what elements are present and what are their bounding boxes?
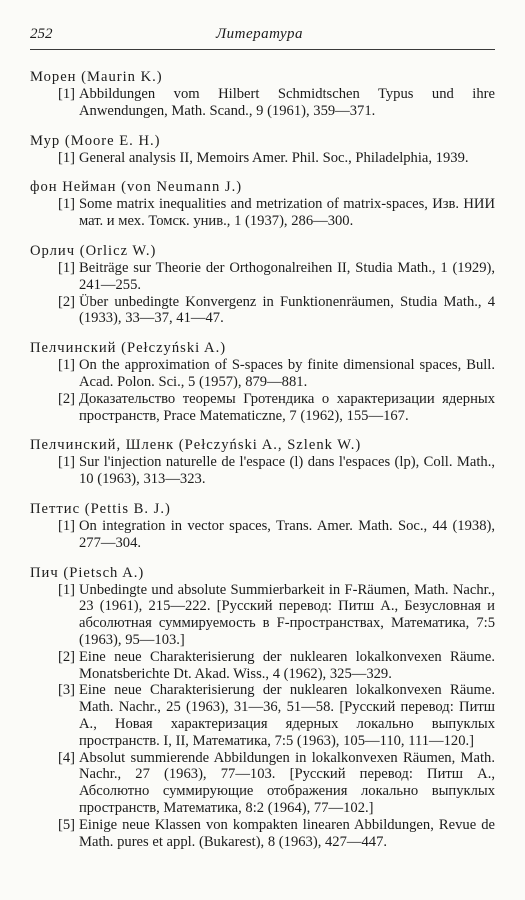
entry-number: [2] bbox=[58, 648, 76, 665]
reference-author: фон Нейман (von Neumann J.) bbox=[30, 179, 243, 196]
reference-entry bbox=[58, 357, 495, 391]
page-number: 252 bbox=[30, 26, 53, 42]
entry-number: [2] bbox=[58, 390, 76, 407]
reference-author: Петтис (Pettis B. J.) bbox=[30, 500, 171, 517]
entry-number: [3] bbox=[58, 682, 76, 699]
reference-author: Орлич (Orlicz W.) bbox=[30, 242, 157, 259]
reference-author: Мур (Moore E. H.) bbox=[30, 132, 161, 149]
reference-entry bbox=[58, 86, 495, 120]
entry-text: Einige neue Klassen von kompakten linearen Abbildungen, Revue de Math. pures et appl. (Bukarest), 8 (1963), 427—447. bbox=[79, 816, 495, 850]
reference-author: Пелчинский, Шленк (Pełczyński A., Szlenk W.) bbox=[30, 437, 362, 454]
entry-text: Eine neue Charakterisierung der nuklearen lokalkonvexen Räume. Math. Nachr., 25 (1963), 31—36, 51—58. [Русский перевод: Питш А., Новая характеризация ядерных локально выпуклых пространств. I, II, Математика, 7:5 (1963), 105—110, 111—120.] bbox=[79, 682, 495, 749]
entry-number: [1] bbox=[58, 86, 76, 102]
reference-entry bbox=[58, 817, 495, 851]
entry-number: [1] bbox=[58, 454, 76, 471]
entry-number: [1] bbox=[58, 357, 76, 374]
entry-text: Sur l'injection naturelle de l'espace (l) dans l'espaces (lp), Coll. Math., 10 (1963), 313—323. bbox=[79, 454, 495, 488]
entry-text: Absolut summierende Abbildungen in lokalkonvexen Räumen, Math. Nachr., 27 (1963), 77—103. [Русский перевод: Питш А., Абсолютно суммирующие отображения локально выпуклых пространств, Математика, 8:2 (1964), 77—102.] bbox=[79, 749, 495, 816]
entry-number: [1] bbox=[58, 196, 76, 213]
entry-text: Some matrix inequalities and metrization of matrix-spaces, Изв. НИИ мат. и мех. Томск. унив., 1 (1937), 286—300. bbox=[79, 196, 495, 230]
reference-list bbox=[30, 68, 495, 850]
reference-entry bbox=[58, 518, 495, 552]
reference-entry bbox=[58, 196, 495, 230]
reference-author: Пелчинский (Pełczyński A.) bbox=[30, 340, 227, 357]
entry-text: General analysis II, Memoirs Amer. Phil. Soc., Philadelphia, 1939. bbox=[79, 149, 469, 166]
entry-text: Доказательство теоремы Гротендика о характеризации ядерных пространств, Prace Matematiczne, 7 (1962), 155—167. bbox=[79, 390, 495, 424]
reference-author: Пич (Pietsch A.) bbox=[30, 564, 145, 581]
reference-entry bbox=[58, 682, 495, 749]
entry-number: [1] bbox=[58, 581, 76, 598]
entry-text: On the approximation of S-spaces by finite dimensional spaces, Bull. Acad. Polon. Sci., 5 (1957), 879—881. bbox=[79, 357, 495, 390]
page-header bbox=[30, 26, 489, 46]
entry-number: [1] bbox=[58, 259, 76, 276]
entry-text: On integration in vector spaces, Trans. Amer. Math. Soc., 44 (1938), 277—304. bbox=[79, 517, 495, 551]
entry-number: [1] bbox=[58, 517, 76, 534]
entry-text: Eine neue Charakterisierung der nuklearen lokalkonvexen Räume. Monatsberichte Dt. Akad. Wiss., 4 (1962), 325—329. bbox=[79, 648, 495, 682]
reference-entry bbox=[58, 260, 495, 294]
running-title: Литература bbox=[215, 26, 304, 42]
entry-number: [2] bbox=[58, 293, 76, 310]
header-rule bbox=[30, 49, 495, 50]
reference-entry bbox=[58, 750, 495, 817]
reference-entry bbox=[58, 294, 495, 328]
reference-entry bbox=[58, 150, 495, 167]
reference-entry bbox=[58, 454, 495, 488]
reference-entry bbox=[58, 391, 495, 425]
reference-entry bbox=[58, 649, 495, 683]
entry-text: Über unbedingte Konvergenz in Funktionenräumen, Studia Math., 4 (1933), 33—37, 41—47. bbox=[79, 293, 495, 327]
entry-text: Unbedingte und absolute Summierbarkeit in F-Räumen, Math. Nachr., 23 (1961), 215—222. [Русский перевод: Питш А., Безусловная и абсолютная суммируемость в F-пространствах, Математика, 7:5 (1963), 95—103.] bbox=[79, 581, 495, 648]
reference-entry bbox=[58, 582, 495, 649]
entry-text: Abbildungen vom Hilbert Schmidtschen Typus und ihre Anwendungen, Math. Scand., 9 (1961), 359—371. bbox=[79, 86, 495, 119]
entry-number: [4] bbox=[58, 749, 76, 766]
entry-number: [5] bbox=[58, 816, 76, 833]
entry-text: Beiträge sur Theorie der Orthogonalreihen II, Studia Math., 1 (1929), 241—255. bbox=[79, 259, 495, 293]
reference-author: Морен (Maurin K.) bbox=[30, 69, 163, 85]
entry-number: [1] bbox=[58, 149, 76, 166]
